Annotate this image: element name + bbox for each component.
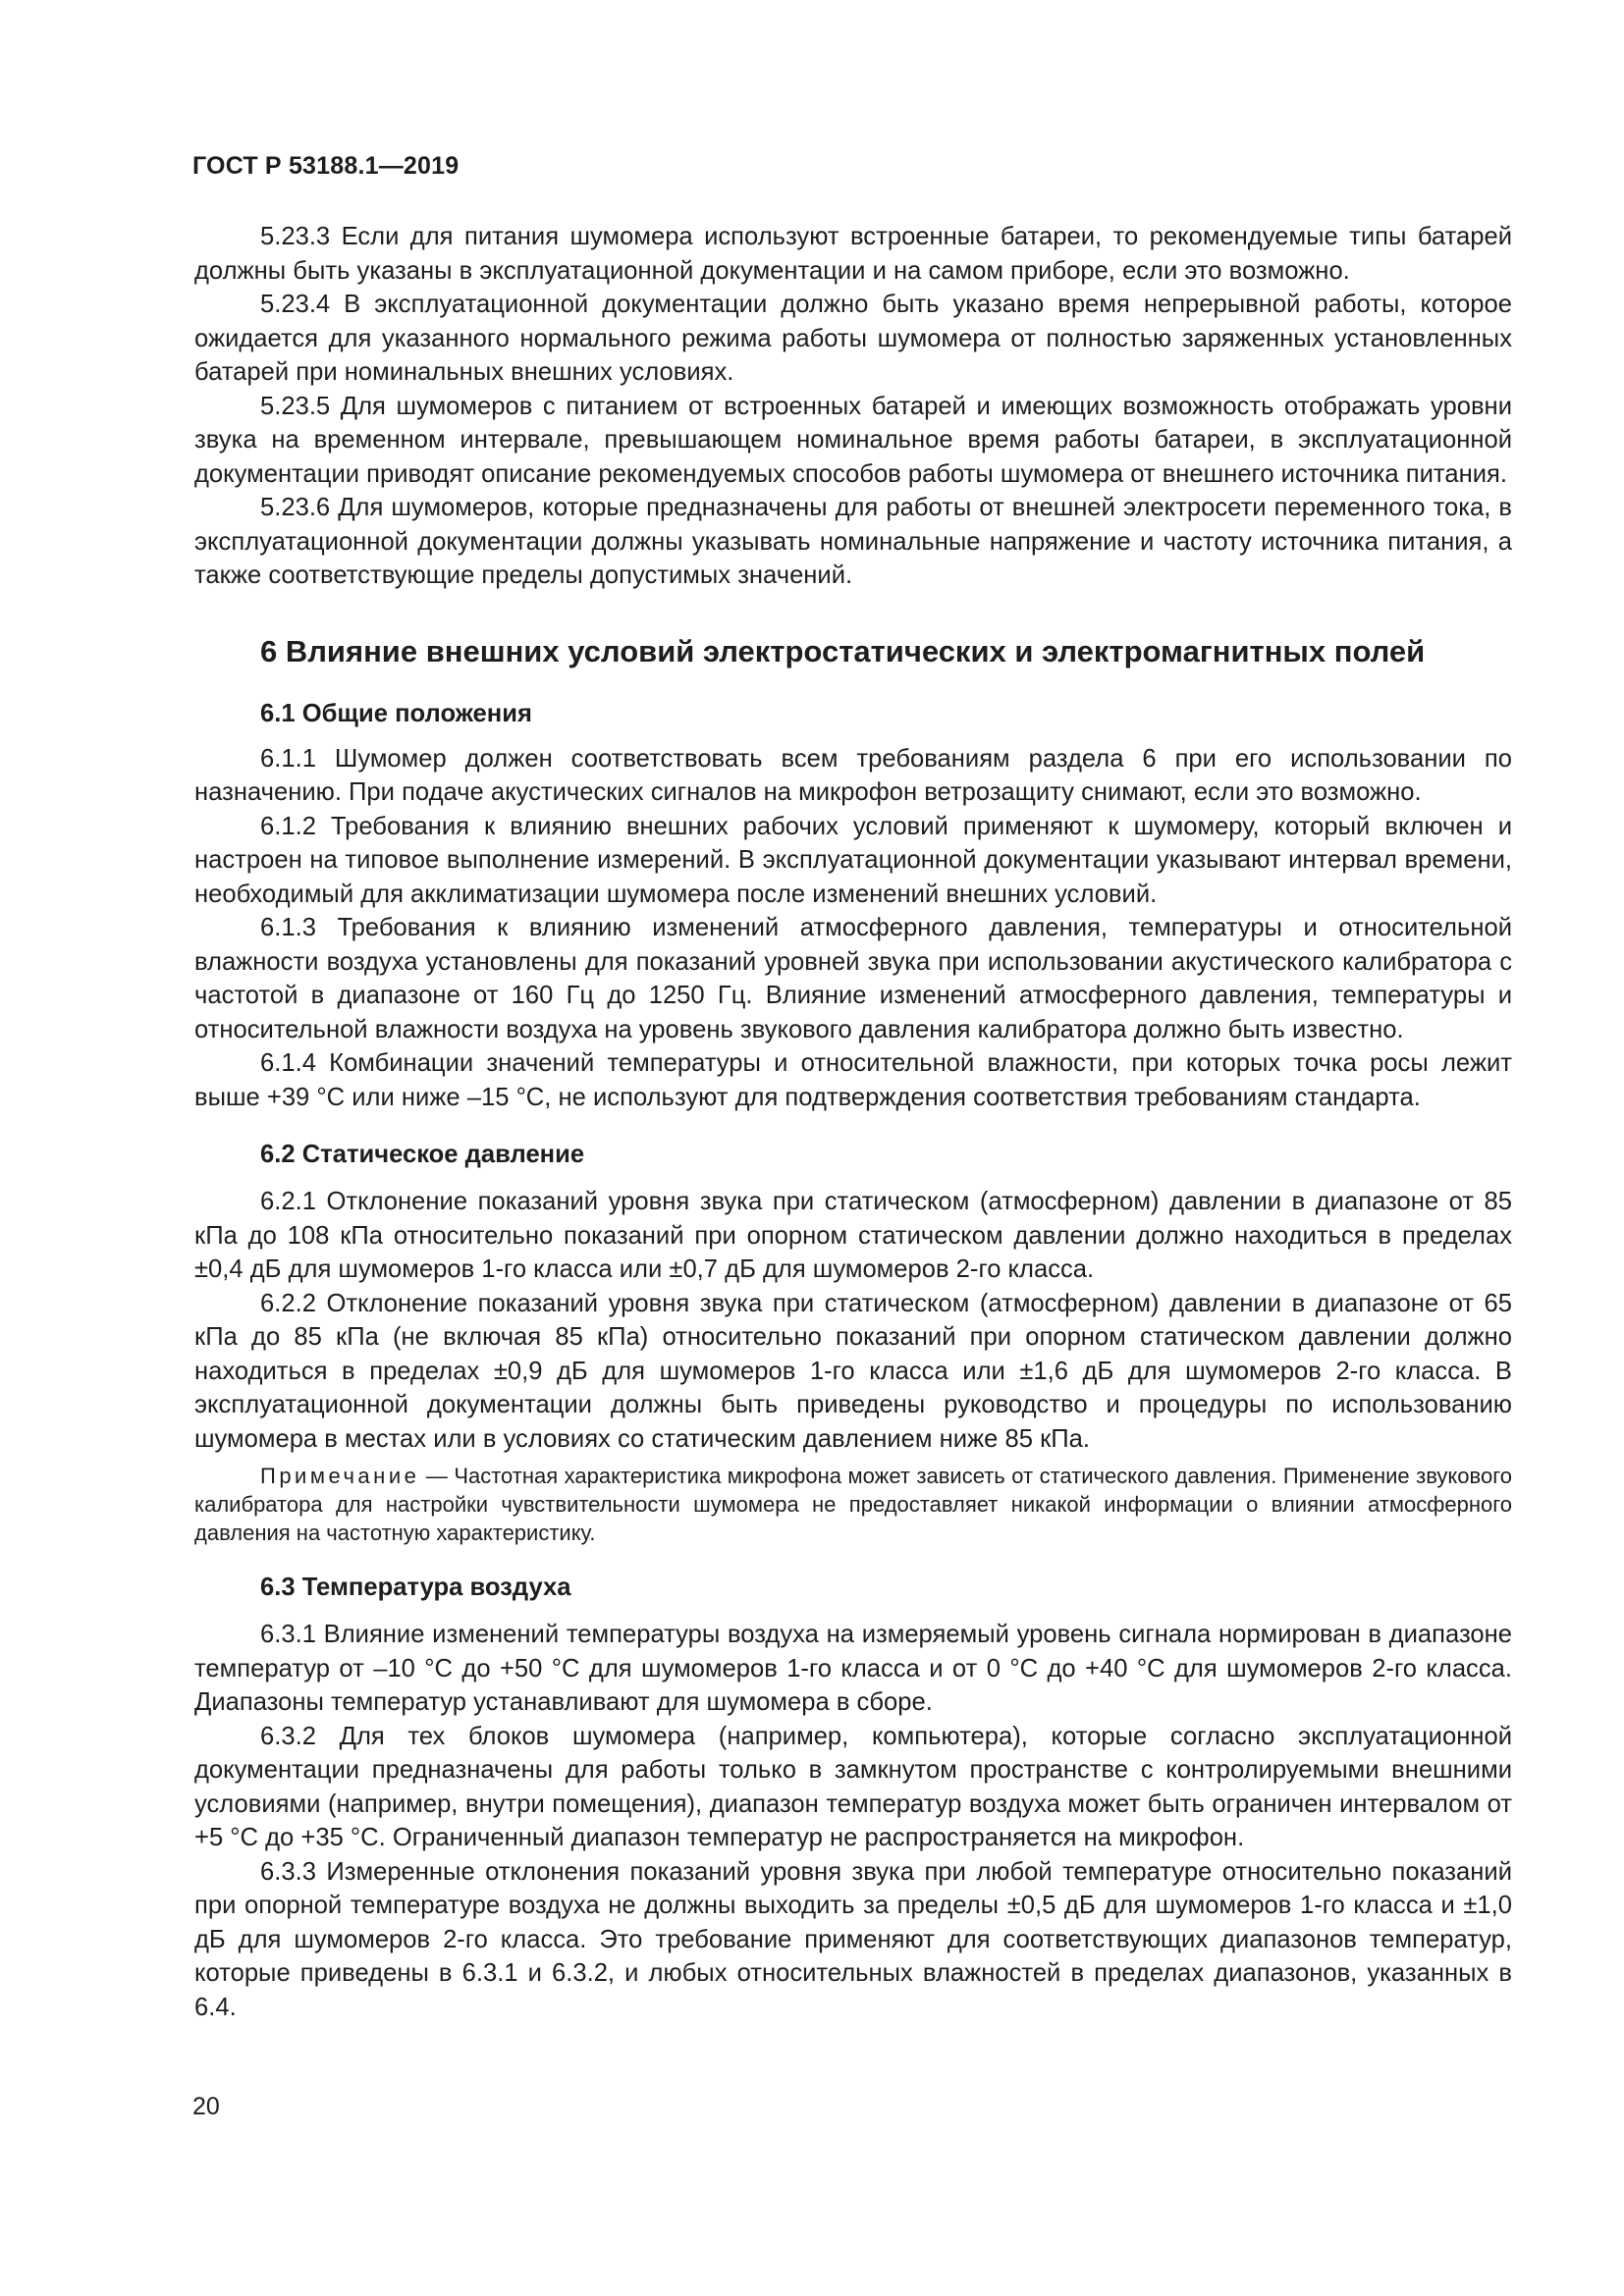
- paragraph-6-1-1: 6.1.1 Шумомер должен соответствовать всем требованиям раздела 6 при его использовании по назначению. При подаче акустических сигналов на микрофон ветрозащиту снимают, если это возможно.: [194, 744, 1512, 806]
- section-6-heading: 6 Влияние внешних условий электростатических и электромагнитных полей: [260, 633, 1426, 668]
- paragraph-6-3-3: 6.3.3 Измеренные отклонения показаний уровня звука при любой температуре относительно показаний при опорной температуре воздуха не должны выходить за пределы ±0,5 дБ для шумомеров 1-го класса и ±1,0 дБ для шумомеров 2-го класса. Это требование применяют для соответствующих диапазонов температур, которые приведены в 6.3.1 и 6.3.2, и любых относительных влажностей в пределах диапазонов, указанных в 6.4.: [194, 1857, 1512, 2021]
- note-6-2: [194, 1462, 1512, 1547]
- paragraph-5-23-3: 5.23.3 Если для питания шумомера используют встроенные батареи, то рекомендуемые типы батарей должны быть указаны в эксплуатационной документации и на самом приборе, если это возможно.: [194, 223, 1512, 285]
- paragraph-6-2-2: 6.2.2 Отклонение показаний уровня звука при статическом (атмосферном) давлении в диапазоне от 65 кПа до 85 кПа (не включая 85 кПа) относительно показаний при опорном статическом давлении должно находиться в пределах ±0,9 дБ для шумомеров 1-го класса или ±1,6 дБ для шумомеров 2-го класса. В эксплуатационной документации должны быть приведены руководство и процедуры по использованию шумомера в местах или в условиях со статическим давлением ниже 85 кПа.: [194, 1289, 1512, 1453]
- subsection-6-3-heading: 6.3 Температура воздуха: [260, 1574, 571, 1601]
- paragraph-5-23-5: 5.23.5 Для шумомеров с питанием от встроенных батарей и имеющих возможность отображать уровни звука на временном интервале, превышающем номинальное время работы батареи, в эксплуатационной документации приводят описание рекомендуемых способов работы шумомера от внешнего источника питания.: [194, 392, 1512, 488]
- paragraph-5-23-4: 5.23.4 В эксплуатационной документации должно быть указано время непрерывной работы, которое ожидается для указанного нормального режима работы шумомера от полностью заряженных установленных батарей при номинальных внешних условиях.: [194, 291, 1512, 386]
- standard-header: ГОСТ Р 53188.1—2019: [192, 152, 460, 180]
- paragraph-6-1-4: 6.1.4 Комбинации значений температуры и относительной влажности, при которых точка росы лежит выше +39 °С или ниже –15 °С, не используют для подтверждения соответствия требованиям стандарта.: [194, 1049, 1512, 1111]
- subsection-6-1-heading: 6.1 Общие положения: [260, 699, 532, 727]
- page-number: 20: [192, 2093, 220, 2120]
- paragraph-6-2-1: 6.2.1 Отклонение показаний уровня звука при статическом (атмосферном) давлении в диапазоне от 85 кПа до 108 кПа относительно показаний при опорном статическом давлении должно находиться в пределах ±0,4 дБ для шумомеров 1-го класса или ±0,7 дБ для шумомеров 2-го класса.: [194, 1188, 1512, 1283]
- page-body: [194, 220, 1512, 2024]
- paragraph-6-3-2: 6.3.2 Для тех блоков шумомера (например, компьютера), которые согласно эксплуатационной документации предназначены для работы только в замкнутом пространстве с контролируемыми внешними условиями (например, внутри помещения), диапазон температур воздуха может быть ограничен интервалом от +5 °С до +35 °С. Ограниченный диапазон температур не распространяется на микрофон.: [194, 1722, 1512, 1851]
- paragraph-6-3-1: 6.3.1 Влияние изменений температуры воздуха на измеряемый уровень сигнала нормирован в диапазоне температур от –10 °С до +50 °С для шумомеров 1-го класса и от 0 °С до +40 °С для шумомеров 2-го класса. Диапазоны температур устанавливают для шумомера в сборе.: [194, 1621, 1512, 1716]
- note-text: — Частотная характеристика микрофона может зависеть от статического давления. Применение звукового калибратора для настройки чувствительности шумомера не предоставляет никакой информации о влиянии атмосферного давления на частотную характеристику.: [194, 1464, 1512, 1545]
- paragraph-6-1-2: 6.1.2 Требования к влиянию внешних рабочих условий применяют к шумомеру, который включен и настроен на типовое выполнение измерений. В эксплуатационной документации указывают интервал времени, необходимый для акклиматизации шумомера после изменений внешних условий.: [194, 812, 1512, 908]
- paragraph-5-23-6: 5.23.6 Для шумомеров, которые предназначены для работы от внешней электросети переменного тока, в эксплуатационной документации должны указывать номинальные напряжение и частоту источника питания, а также соответствующие пределы допустимых значений.: [194, 494, 1512, 589]
- note-label: Примечание: [260, 1464, 420, 1488]
- paragraph-6-1-3: 6.1.3 Требования к влиянию изменений атмосферного давления, температуры и относительной влажности воздуха установлены для показаний уровней звука при использовании акустического калибратора с частотой в диапазоне от 160 Гц до 1250 Гц. Влияние изменений атмосферного давления, температуры и относительной влажности воздуха на уровень звукового давления калибратора должно быть известно.: [194, 914, 1512, 1043]
- subsection-6-2-heading: 6.2 Статическое давление: [260, 1141, 585, 1168]
